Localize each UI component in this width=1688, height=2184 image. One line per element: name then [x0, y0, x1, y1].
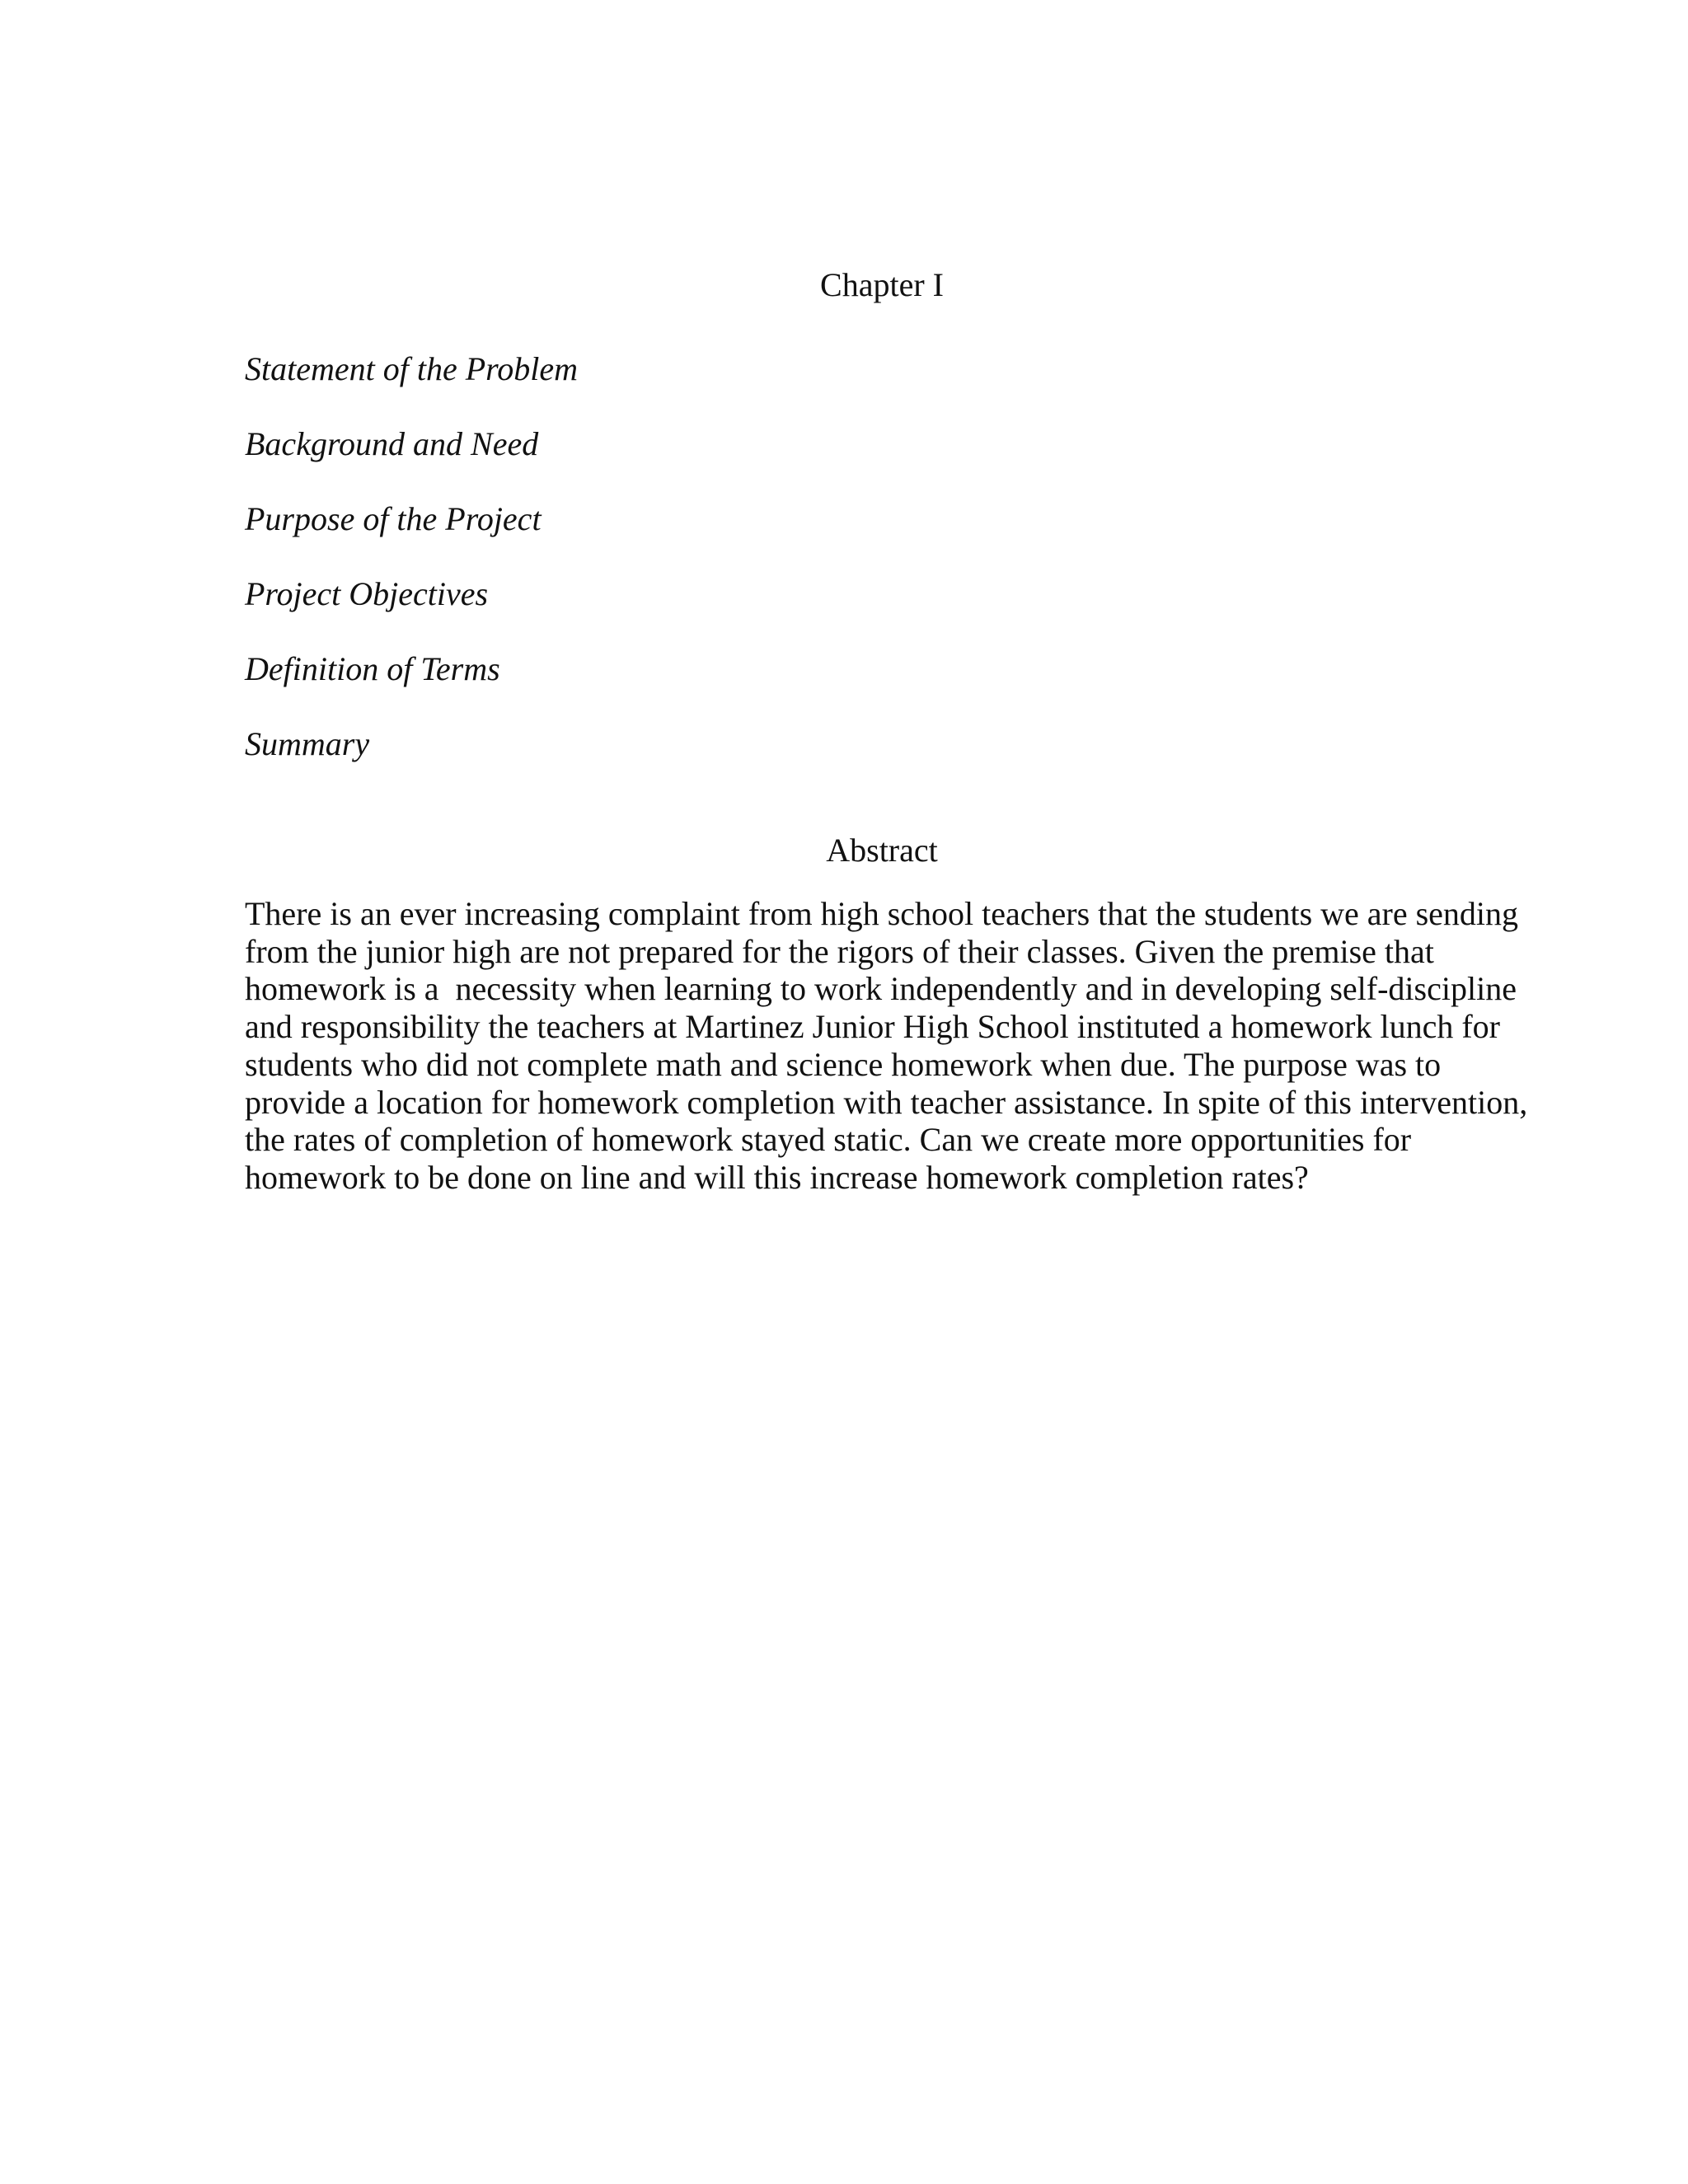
abstract-paragraph: [245, 895, 1531, 1197]
abstract-line: and responsibility the teachers at Martinez Junior High School instituted a homework lunch for: [245, 1008, 1500, 1046]
outline-item-background-and-need: Background and Need: [245, 425, 539, 462]
abstract-line: There is an ever increasing complaint from high school teachers that the students we are sending: [245, 895, 1519, 932]
outline-item-definition-of-terms: Definition of Terms: [245, 650, 500, 687]
abstract-line: provide a location for homework completion with teacher assistance. In spite of this intervention,: [245, 1083, 1528, 1121]
chapter-title: Chapter I: [820, 266, 944, 303]
abstract-line: the rates of completion of homework stayed static. Can we create more opportunities for: [245, 1121, 1412, 1159]
outline-item-purpose-of-the-project: Purpose of the Project: [245, 500, 542, 537]
outline-item-project-objectives: Project Objectives: [245, 575, 489, 612]
abstract-line: from the junior high are not prepared for the rigors of their classes. Given the premise that: [245, 932, 1434, 970]
chapter-outline: [245, 349, 578, 799]
outline-item-statement-of-the-problem: Statement of the Problem: [245, 350, 578, 387]
abstract-line: homework to be done on line and will this increase homework completion rates?: [245, 1158, 1309, 1196]
outline-item-summary: Summary: [245, 725, 370, 762]
abstract-line: homework is a necessity when learning to work independently and in developing self-discipline: [245, 970, 1517, 1008]
abstract-line: students who did not complete math and science homework when due. The purpose was to: [245, 1045, 1442, 1083]
abstract-heading: Abstract: [826, 832, 938, 869]
